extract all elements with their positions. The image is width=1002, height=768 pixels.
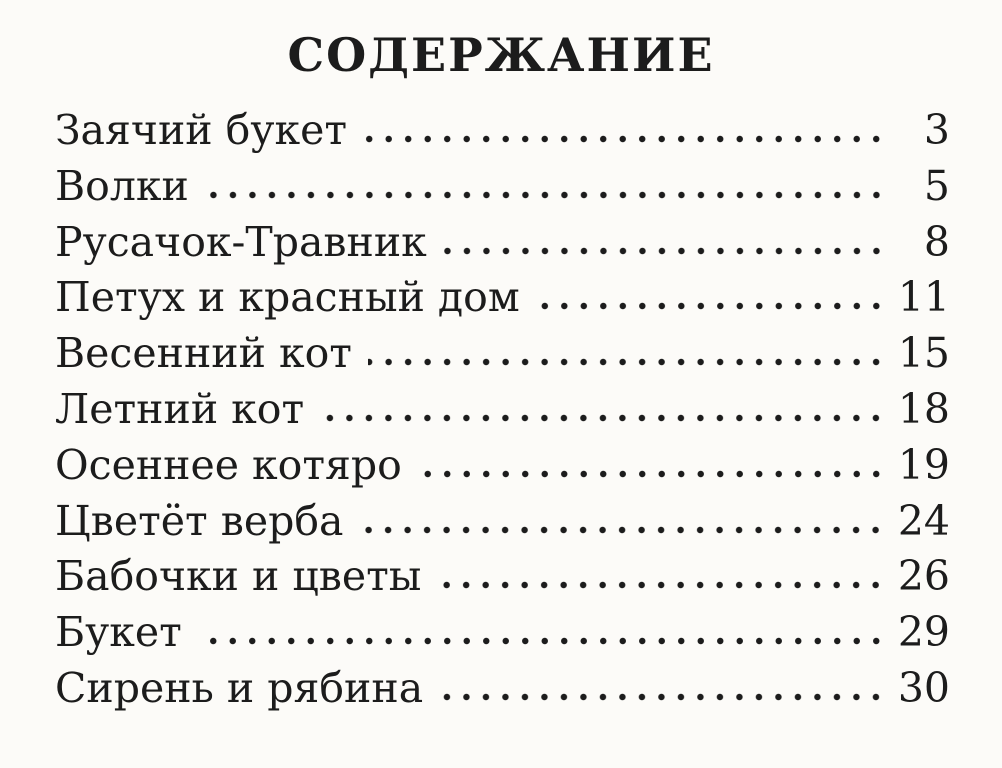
toc-entry-title: Петух и красный дом bbox=[55, 273, 520, 322]
toc-entry-title: Русачок-Травник bbox=[55, 217, 427, 266]
toc-page-number: 18 bbox=[897, 384, 950, 433]
toc-row bbox=[55, 494, 950, 550]
toc-page-number: 29 bbox=[897, 608, 950, 657]
toc-row bbox=[55, 438, 950, 494]
toc-row bbox=[55, 215, 950, 271]
toc-row bbox=[55, 605, 950, 661]
toc-entry-title: Весенний кот bbox=[55, 329, 352, 378]
toc-row bbox=[55, 382, 950, 438]
toc-leader-dots bbox=[205, 190, 886, 200]
toc-leader-dots bbox=[359, 525, 885, 535]
toc-page-number: 3 bbox=[923, 106, 950, 154]
toc-leader-dots bbox=[439, 692, 886, 702]
toc-row bbox=[55, 661, 950, 717]
toc-entry-title: Бабочки и цветы bbox=[55, 552, 422, 601]
toc-entry-title: Цветёт верба bbox=[55, 496, 344, 545]
toc-page-number: 15 bbox=[897, 329, 950, 378]
toc-row bbox=[55, 270, 950, 326]
toc-entry-title: Заячий букет bbox=[55, 106, 348, 154]
toc-entry-title: Букет bbox=[55, 608, 182, 657]
toc-entry-title: Сирень и рябина bbox=[55, 663, 424, 712]
page-title: СОДЕРЖАНИЕ bbox=[287, 28, 715, 82]
toc-leader-dots bbox=[536, 301, 886, 311]
toc-page-number: 8 bbox=[923, 217, 950, 266]
toc-page-number: 26 bbox=[897, 552, 950, 601]
toc-row bbox=[55, 326, 950, 382]
toc-row bbox=[55, 103, 950, 159]
toc-entry-title: Летний кот bbox=[55, 384, 305, 433]
toc-row bbox=[55, 549, 950, 605]
toc-page-number: 19 bbox=[897, 440, 950, 489]
toc-entry-title: Волки bbox=[55, 161, 189, 210]
toc-leader-dots bbox=[443, 246, 886, 256]
toc-page-number: 11 bbox=[897, 273, 950, 322]
toc-page-number: 5 bbox=[923, 161, 950, 210]
toc-leader-dots bbox=[198, 636, 886, 646]
toc-leader-dots bbox=[363, 134, 886, 144]
toc-leader-dots bbox=[437, 580, 885, 590]
toc-list bbox=[55, 103, 950, 717]
toc-leader-dots bbox=[320, 413, 886, 423]
toc-leader-dots bbox=[418, 469, 886, 479]
toc-leader-dots bbox=[368, 357, 886, 367]
toc-row bbox=[55, 159, 950, 215]
toc-entry-title: Осеннее котяро bbox=[55, 440, 402, 489]
toc-page-number: 24 bbox=[897, 496, 950, 545]
toc-page-number: 30 bbox=[897, 663, 950, 712]
